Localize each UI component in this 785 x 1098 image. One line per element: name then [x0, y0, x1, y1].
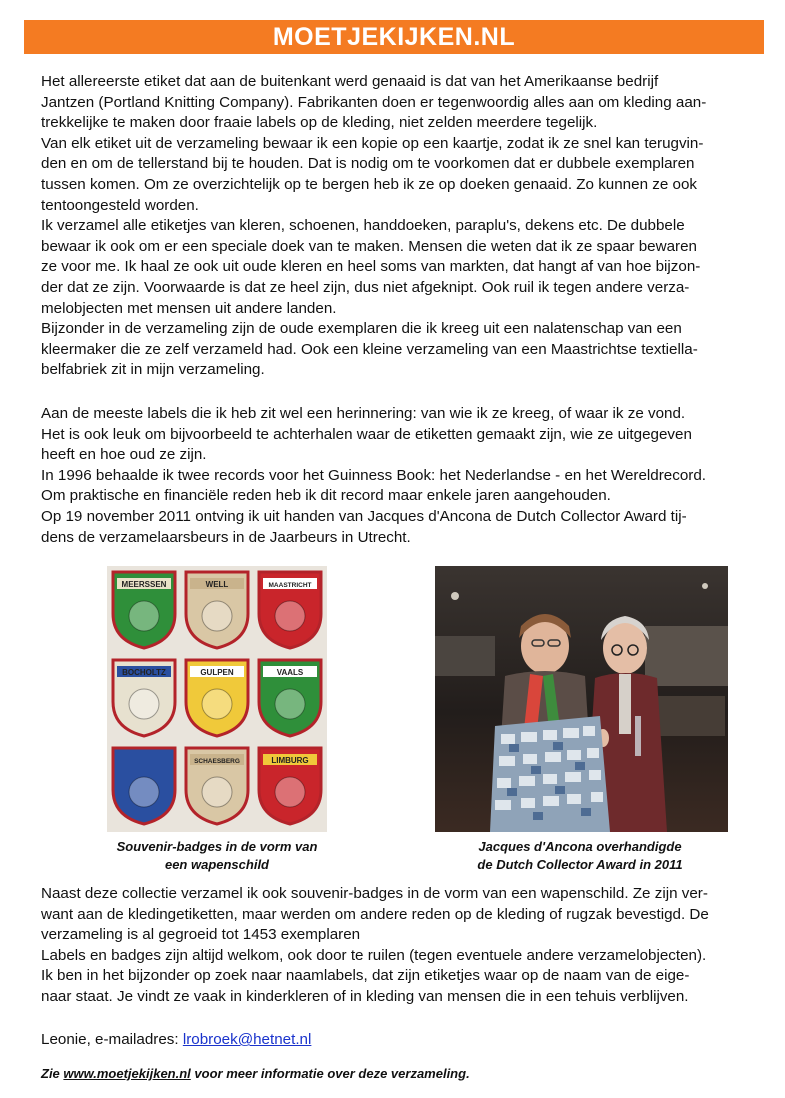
badge-shield: [113, 660, 175, 736]
intro-text-block: [41, 72, 756, 381]
badge-shield: [259, 748, 321, 824]
award-caption-line: Jacques d'Ancona overhandigde: [478, 839, 682, 854]
text-line: Op 19 november 2011 ontving ik uit handen van Jacques d'Ancona de Dutch Collector Award tij-: [41, 507, 687, 525]
website-link[interactable]: www.moetjekijken.nl: [63, 1066, 191, 1081]
badges-caption-line: Souvenir-badges in de vorm van: [116, 839, 318, 854]
text-line: tentoongesteld worden.: [41, 196, 199, 214]
text-line: want aan de kledingetiketten, maar werden om andere reden op de kleding of rugzak bevestigd. De: [41, 905, 709, 923]
badges-figure: [102, 566, 332, 874]
badges-caption-line: een wapenschild: [164, 857, 270, 872]
badges-illustration: [107, 566, 327, 832]
text-line: Het allereerste etiket dat aan de buitenkant werd genaaid is dat van het Amerikaanse bedrijf: [41, 73, 659, 90]
text-line: Aan de meeste labels die ik heb zit wel een herinnering: van wie ik ze kreeg, of waar ik ze vond.: [41, 405, 686, 422]
text-line: trekkelijke te maken door fraaie labels op de kleding, niet zelden meerdere tegelijk.: [41, 114, 598, 132]
text-line: Naast deze collectie verzamel ik ook souvenir-badges in de vorm van een wapenschild. Ze zijn ver-: [41, 885, 708, 902]
email-link[interactable]: lrobroek@hetnet.nl: [182, 1031, 312, 1048]
badges-photo: [107, 566, 327, 832]
text-line: kleermaker die ze zelf verzameld had. Ook een kleine verzameling van een Maastrichtse textiella-: [41, 340, 698, 358]
badges-text-block: [41, 884, 756, 1008]
text-line: der dat ze zijn. Voorwaarde is dat ze heel zijn, dus niet afgeknipt. Ook ruil ik tegen andere verza-: [41, 278, 690, 296]
badge-label: MEERSSEN: [121, 580, 167, 589]
award-illustration: [435, 566, 728, 832]
text-line: Jantzen (Portland Knitting Company). Fabrikanten doen er tegenwoordig alles aan om kleding aan-: [41, 93, 707, 111]
text-line: Ik verzamel alle etiketjes van kleren, schoenen, handdoeken, paraplu's, dekens etc. De dubbele: [41, 217, 685, 235]
award-caption-line: de Dutch Collector Award in 2011: [477, 857, 683, 872]
text-line: Het is ook leuk om bijvoorbeeld te achterhalen waar de etiketten gemaakt zijn, wie ze uitgegeven: [41, 425, 692, 443]
award-figure: [430, 566, 730, 874]
badge-label: BOCHOLTZ: [122, 668, 166, 677]
text-line: In 1996 behaalde ik twee records voor het Guinness Book: het Nederlandse - en het Wereldrecord.: [41, 466, 706, 484]
footer-note: [41, 1066, 470, 1081]
contact-prefix: Leonie, e-mailadres:: [41, 1031, 183, 1048]
text-line: heeft en hoe oud ze zijn.: [41, 446, 207, 464]
text-line: Om praktische en financiële reden heb ik dit record maar enkele jaren aangehouden.: [41, 487, 611, 505]
footer-suffix: voor meer informatie over deze verzameling.: [190, 1066, 470, 1081]
text-line: Ik ben in het bijzonder op zoek naar naamlabels, dat zijn etiketjes waar op de naam van de eige-: [41, 967, 690, 985]
text-line: dens de verzamelaarsbeurs in de Jaarbeurs in Utrecht.: [41, 528, 411, 546]
award-photo: [435, 566, 728, 832]
text-line: belfabriek zit in mijn verzameling.: [41, 361, 265, 379]
text-line: Van elk etiket uit de verzameling bewaar ik een kopie op een kaartje, zodat ik ze snel kan terugvin-: [41, 134, 704, 152]
text-line: ze voor me. Ik haal ze ook uit oude kleren en heel soms van markten, dat hangt af van hoe bijzon-: [41, 258, 701, 276]
text-line: tussen komen. Om ze overzichtelijk op te bergen heb ik ze op doeken genaaid. Zo kunnen ze ook: [41, 175, 697, 193]
text-line: Bijzonder in de verzameling zijn de oude exemplaren die ik kreeg uit een nalatenschap van een: [41, 320, 682, 338]
badges-caption: [102, 838, 332, 874]
text-line: Labels en badges zijn altijd welkom, ook door te ruilen (tegen eventuele andere verzamelobjecten).: [41, 946, 707, 964]
contact-line: [41, 1031, 311, 1048]
badge-label: WELL: [205, 580, 229, 589]
site-banner: [24, 20, 764, 54]
badge-shield: [186, 572, 248, 648]
text-line: melobjecten met mensen uit andere landen.: [41, 299, 337, 317]
badge-shield: [259, 660, 321, 736]
badge-shield: [113, 748, 175, 824]
badge-label: MAASTRICHT: [268, 582, 312, 589]
text-line: bewaar ik ook om er een speciale doek van te maken. Mensen die weten dat ik ze spaar bewaren: [41, 237, 697, 255]
badge-label: LIMBURG: [271, 756, 309, 765]
badge-shield: [186, 660, 248, 736]
badge-label: GULPEN: [200, 668, 234, 677]
badge-label: SCHAESBERG: [194, 758, 240, 765]
footer-prefix: Zie: [41, 1066, 64, 1081]
site-title: MOETJEKIJKEN.NL: [272, 23, 516, 51]
badge-label: VAALS: [276, 668, 304, 677]
memories-text-block: [41, 404, 756, 548]
award-caption: [430, 838, 730, 874]
text-line: naar staat. Je vindt ze vaak in kinderkleren of in kleding van mensen die in een tehuis verblijven.: [41, 987, 689, 1005]
badge-shield: [259, 572, 321, 648]
text-line: verzameling is al gegroeid tot 1453 exemplaren: [41, 926, 361, 944]
badge-shield: [186, 748, 248, 824]
text-line: den en om de tellerstand bij te houden. Dat is nodig om te voorkomen dat er dubbele exemplaren: [41, 155, 695, 173]
badge-shield: [113, 572, 175, 648]
